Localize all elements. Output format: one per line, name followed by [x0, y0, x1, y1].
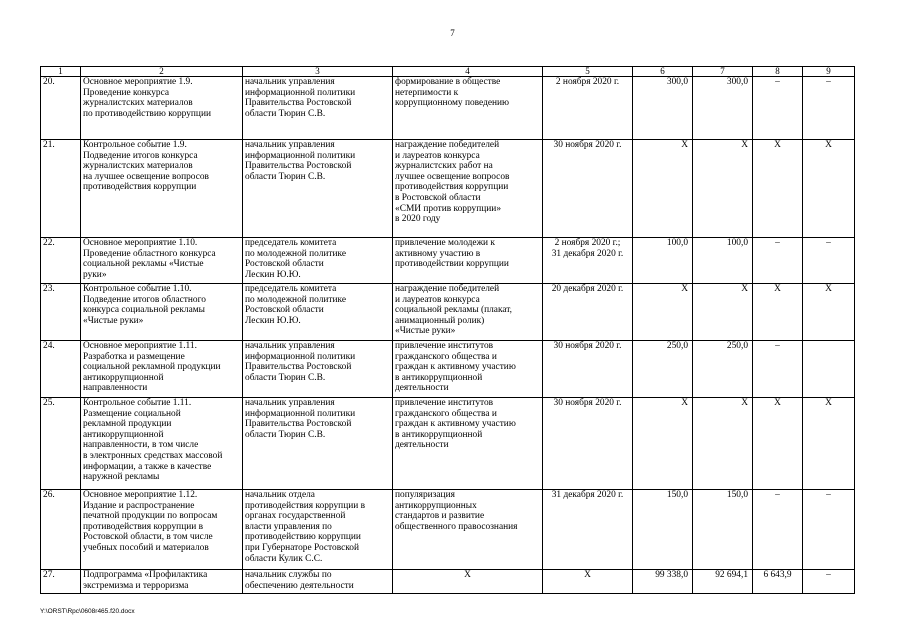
cell-c8: –	[753, 238, 803, 284]
cell-c6: 100,0	[633, 238, 693, 284]
cell-c6: Х	[633, 140, 693, 238]
col-header: 1	[41, 67, 81, 77]
cell-date: Х	[543, 570, 633, 594]
cell-result: награждение победителей и лауреатов конкурса социальной рекламы (плакат, анимационный ролик) «Чистые руки»	[393, 284, 543, 341]
cell-resp: председатель комитета по молодежной политике Ростовской области Лескин Ю.Ю.	[243, 284, 393, 341]
cell-event: Основное мероприятие 1.12. Издание и распространение печатной продукции по вопросам противодействия коррупции в Ростовской области, в том числе учебных пособий и материалов	[81, 490, 243, 570]
cell-c7: 250,0	[693, 341, 753, 398]
table-row	[41, 341, 855, 398]
cell-result: формирование в обществе нетерпимости к коррупционному поведению	[393, 77, 543, 140]
table-row	[41, 490, 855, 570]
cell-c9: –	[803, 490, 855, 570]
cell-date: 30 ноября 2020 г.	[543, 398, 633, 490]
cell-c9: –	[803, 570, 855, 594]
col-header: 2	[81, 67, 243, 77]
cell-c8: 6 643,9	[753, 570, 803, 594]
cell-c8: –	[753, 490, 803, 570]
table-row	[41, 398, 855, 490]
cell-event: Контрольное событие 1.9. Подведение итогов конкурса журналистских материалов на лучшее освещение вопросов противодействия коррупции	[81, 140, 243, 238]
cell-result: популяризация антикоррупционных стандартов и развитие общественного правосознания	[393, 490, 543, 570]
cell-resp: начальник управления информационной политики Правительства Ростовской области Тюрин С.В.	[243, 77, 393, 140]
cell-c7: 92 694,1	[693, 570, 753, 594]
column-number-row	[41, 67, 855, 77]
cell-c7: Х	[693, 398, 753, 490]
cell-num: 26.	[41, 490, 81, 570]
cell-resp: начальник отдела противодействия коррупции в органах государственной власти управления по противодействию коррупции при Губернаторе Ростовской области Кулик С.С.	[243, 490, 393, 570]
cell-c9: Х	[803, 284, 855, 341]
cell-c7: Х	[693, 284, 753, 341]
cell-c9: –	[803, 238, 855, 284]
cell-c6: Х	[633, 398, 693, 490]
cell-date: 30 ноября 2020 г.	[543, 341, 633, 398]
cell-c7: Х	[693, 140, 753, 238]
cell-c9: Х	[803, 140, 855, 238]
plan-table	[40, 66, 855, 594]
cell-date: 20 декабря 2020 г.	[543, 284, 633, 341]
col-header: 3	[243, 67, 393, 77]
cell-c6: 99 338,0	[633, 570, 693, 594]
cell-c6: 300,0	[633, 77, 693, 140]
cell-c7: 100,0	[693, 238, 753, 284]
cell-event: Основное мероприятие 1.10. Проведение областного конкурса социальной рекламы «Чистые руки»	[81, 238, 243, 284]
page-number: 7	[450, 28, 455, 38]
cell-result: награждение победителей и лауреатов конкурса журналистских работ на лучшее освещение вопросов противодействия коррупции в Ростовской области «СМИ против коррупции» в 2020 году	[393, 140, 543, 238]
table-row	[41, 284, 855, 341]
cell-event: Основное мероприятие 1.11. Разработка и размещение социальной рекламной продукции антикоррупционной направленности	[81, 341, 243, 398]
cell-c8: Х	[753, 284, 803, 341]
cell-num: 24.	[41, 341, 81, 398]
cell-event: Контрольное событие 1.11. Размещение социальной рекламной продукции антикоррупционной направленности, в том числе в электронных средствах массовой информации, а также в качестве наружной рекламы	[81, 398, 243, 490]
col-header: 9	[803, 67, 855, 77]
col-header: 7	[693, 67, 753, 77]
table-row	[41, 238, 855, 284]
cell-date: 2 ноября 2020 г.; 31 декабря 2020 г.	[543, 238, 633, 284]
col-header: 6	[633, 67, 693, 77]
table-row	[41, 140, 855, 238]
cell-num: 27.	[41, 570, 81, 594]
cell-c9: –	[803, 77, 855, 140]
cell-num: 25.	[41, 398, 81, 490]
cell-c8: –	[753, 77, 803, 140]
cell-c9	[803, 341, 855, 398]
cell-result: привлечение институтов гражданского общества и граждан к активному участию в антикоррупционной деятельности	[393, 398, 543, 490]
cell-num: 20.	[41, 77, 81, 140]
cell-result: привлечение институтов гражданского общества и граждан к активному участию в антикоррупционной деятельности	[393, 341, 543, 398]
table-row	[41, 77, 855, 140]
cell-event: Подпрограмма «Профилактика экстремизма и терроризма	[81, 570, 243, 594]
cell-event: Контрольное событие 1.10. Подведение итогов областного конкурса социальной рекламы «Чистые руки»	[81, 284, 243, 341]
cell-c6: 250,0	[633, 341, 693, 398]
file-path-footer: Y:\ORST\Rpc\0608r465.f20.docx	[40, 608, 135, 615]
cell-c8: –	[753, 341, 803, 398]
cell-resp: начальник службы по обеспечению деятельности	[243, 570, 393, 594]
table-row	[41, 570, 855, 594]
cell-num: 21.	[41, 140, 81, 238]
cell-result: привлечение молодежи к активному участию в противодействии коррупции	[393, 238, 543, 284]
col-header: 8	[753, 67, 803, 77]
cell-num: 22.	[41, 238, 81, 284]
col-header: 5	[543, 67, 633, 77]
col-header: 4	[393, 67, 543, 77]
cell-c6: Х	[633, 284, 693, 341]
cell-c7: 300,0	[693, 77, 753, 140]
cell-resp: начальник управления информационной политики Правительства Ростовской области Тюрин С.В.	[243, 398, 393, 490]
cell-result: Х	[393, 570, 543, 594]
cell-date: 30 ноября 2020 г.	[543, 140, 633, 238]
cell-c8: Х	[753, 398, 803, 490]
cell-c8: Х	[753, 140, 803, 238]
cell-date: 31 декабря 2020 г.	[543, 490, 633, 570]
cell-date: 2 ноября 2020 г.	[543, 77, 633, 140]
cell-c7: 150,0	[693, 490, 753, 570]
cell-resp: начальник управления информационной политики Правительства Ростовской области Тюрин С.В.	[243, 140, 393, 238]
cell-c9: Х	[803, 398, 855, 490]
cell-resp: начальник управления информационной политики Правительства Ростовской области Тюрин С.В.	[243, 341, 393, 398]
cell-resp: председатель комитета по молодежной политике Ростовской области Лескин Ю.Ю.	[243, 238, 393, 284]
cell-c6: 150,0	[633, 490, 693, 570]
cell-num: 23.	[41, 284, 81, 341]
cell-event: Основное мероприятие 1.9. Проведение конкурса журналистских материалов по противодействию коррупции	[81, 77, 243, 140]
